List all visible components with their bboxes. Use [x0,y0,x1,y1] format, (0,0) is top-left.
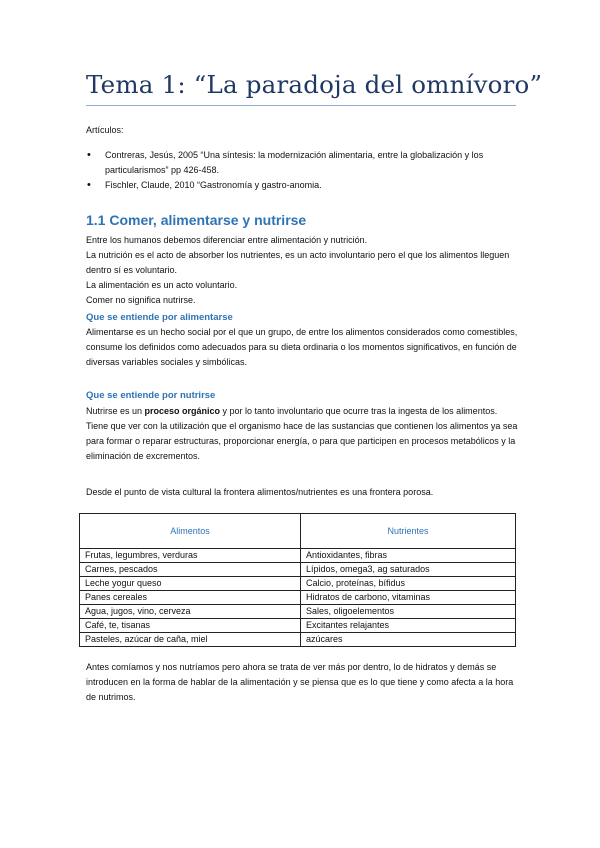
articles-list [86,148,526,193]
title-underline [86,105,516,106]
article-item: • Fischler, Claude, 2010 “Gastronomía y gastro-anomia. [86,178,526,193]
table-row [80,633,516,647]
table-cell: Frutas, legumbres, verduras [80,549,301,563]
paragraph-line: La alimentación es un acto voluntario. [86,280,238,290]
alimentarse-paragraph [86,325,520,370]
table-row [80,591,516,605]
paragraph-line: Comer no significa nutrirse. [86,295,196,305]
paragraph-line: La nutrición es el acto de absorber los nutrientes, es un acto involuntario pero el que los alimentos lleguen dentro sí es voluntario. [86,250,510,275]
bold-term: proceso orgánico [144,406,221,416]
paragraph-text: Tiene que ver con la utilización que el organismo hace de las sustancias que contienen los alimentos ya sea para formar o reparar estructuras, proporcionar energía, o para que participen en procesos metabólicos y la eliminación de excrementos. [86,421,518,461]
paragraph-text [86,404,520,419]
paragraph-text: Alimentarse es un hecho social por el que un grupo, de entre los alimentos considerados como comestibles, consume los definidos como adecuados para su dieta ordinaria o los momentos significativos, en función de diversas variables sociales y simbólicas. [86,327,518,367]
table-cell: Agua, jugos, vino, cerveza [80,605,301,619]
column-header: Alimentos [80,514,301,549]
table-cell: azúcares [301,633,516,647]
subsection-heading-alimentarse: Que se entiende por alimentarse [86,312,233,323]
table [79,513,516,647]
table-cell: Panes cereales [80,591,301,605]
frontier-paragraph [86,485,520,500]
table-row [80,549,516,563]
articles-label: Artículos: [86,125,124,135]
column-header: Nutrientes [301,514,516,549]
page-title: Tema 1: “La paradoja del omnívoro” [86,70,543,99]
table-cell: Leche yogur queso [80,577,301,591]
table-cell: Lípidos, omega3, ag saturados [301,563,516,577]
table-cell: Pasteles, azúcar de caña, miel [80,633,301,647]
closing-paragraph [86,660,520,705]
table-row [80,563,516,577]
food-nutrient-table [79,513,516,647]
table-cell: Calcio, proteínas, bífidus [301,577,516,591]
table-row [80,605,516,619]
section-intro [86,233,520,308]
table-cell: Carnes, pescados [80,563,301,577]
table-row [80,619,516,633]
table-row [80,577,516,591]
text-run: y por lo tanto involuntario que ocurre tras la ingesta de los alimentos. [220,406,498,416]
section-heading: 1.1 Comer, alimentarse y nutrirse [86,212,307,228]
table-cell: Sales, oligoelementos [301,605,516,619]
table-cell: Café, te, tisanas [80,619,301,633]
text-run: Nutrirse es un [86,406,145,416]
table-cell: Hidratos de carbono, vitaminas [301,591,516,605]
paragraph-line: Entre los humanos debemos diferenciar entre alimentación y nutrición. [86,235,368,245]
paragraph-text: Antes comíamos y nos nutríamos pero ahora se trata de ver más por dentro, lo de hidratos y demás se introducen en la forma de hablar de la alimentación y se piensa que es lo que tiene y como afecta a la hora de nutrimos. [86,662,514,702]
table-cell: Antioxidantes, fibras [301,549,516,563]
nutrirse-paragraph [86,404,520,464]
article-item: • Contreras, Jesús, 2005 “Una síntesis: la modernización alimentaria, entre la globalización y los particularismos” pp 426-458. [86,148,526,178]
table-cell: Excitantes relajantes [301,619,516,633]
paragraph-text: Desde el punto de vista cultural la frontera alimentos/nutrientes es una frontera porosa. [86,487,434,497]
table-header-row [80,514,516,549]
subsection-heading-nutrirse: Que se entiende por nutrirse [86,390,216,401]
